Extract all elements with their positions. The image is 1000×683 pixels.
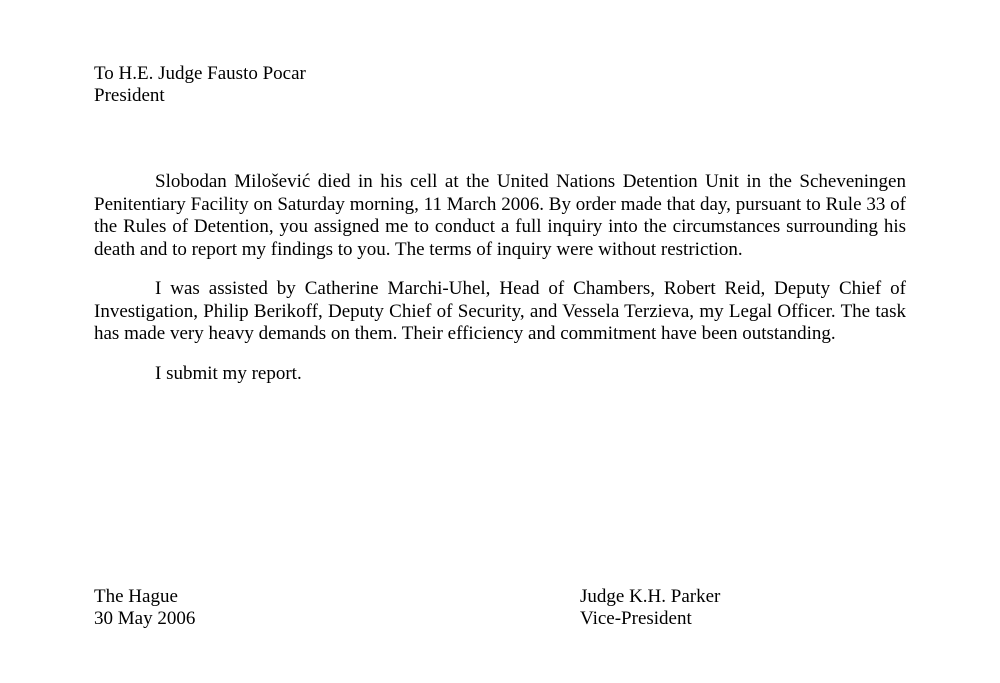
signer-title: Vice-President [580, 608, 692, 629]
addressee-title: President [94, 85, 165, 106]
addressee-name: To H.E. Judge Fausto Pocar [94, 63, 306, 84]
signature-block [580, 586, 720, 630]
paragraph-death-notice: Slobodan Milošević died in his cell at the United Nations Detention Unit in the Scheveningen Penitentiary Facility on Saturday morning, 11 March 2006. By order made that day, pursuant to Rule 33 of the Rules of Detention, you assigned me to conduct a full inquiry into the circumstances surrounding his death and to report my findings to you. The terms of inquiry were without restriction. [94, 171, 906, 260]
letter-body [94, 171, 906, 402]
place-city: The Hague [94, 586, 178, 607]
signer-name: Judge K.H. Parker [580, 586, 721, 607]
letter-date: 30 May 2006 [94, 608, 196, 629]
place-date-block [94, 586, 195, 630]
paragraph-closing: I submit my report. [155, 362, 302, 384]
paragraph-acknowledgements: I was assisted by Catherine Marchi-Uhel, Head of Chambers, Robert Reid, Deputy Chief of Investigation, Philip Berikoff, Deputy Chief of Security, and Vessela Terzieva, my Legal Officer. The task has made very heavy demands on them. Their efficiency and commitment have been outstanding. [94, 278, 906, 344]
addressee-block [94, 63, 306, 107]
